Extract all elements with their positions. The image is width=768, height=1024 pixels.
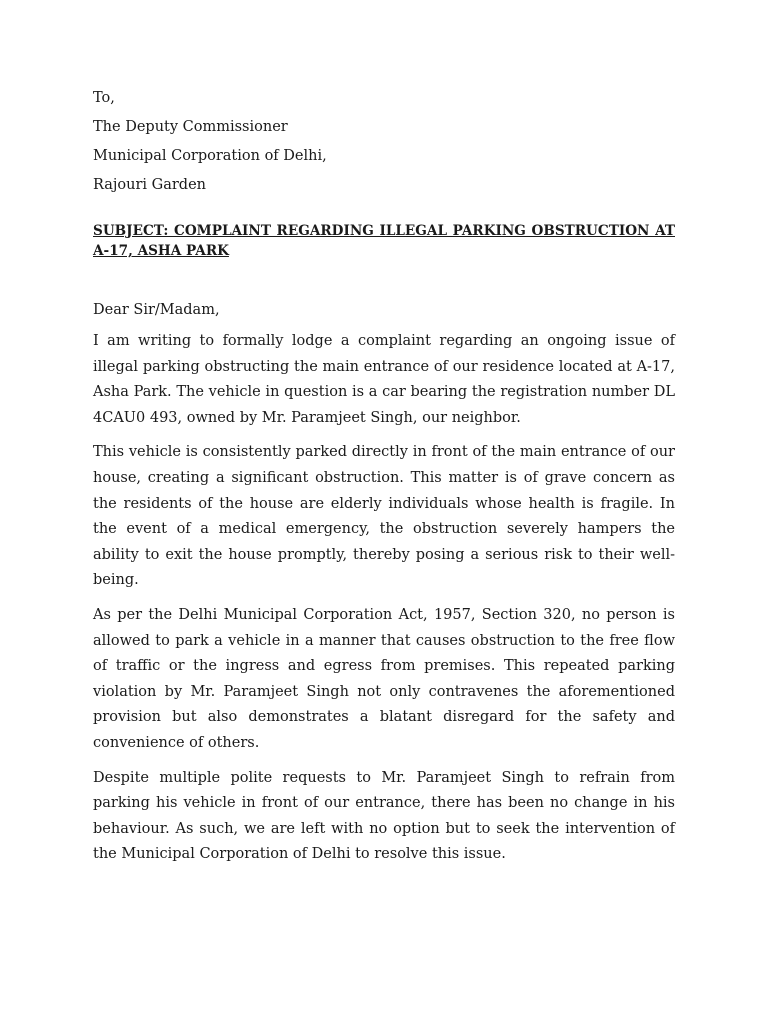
recipient-address xyxy=(93,84,675,200)
body-paragraph-4: Despite multiple polite requests to Mr. Paramjeet Singh to refrain from parking his vehicle in front of our entrance, there has been no change in his behaviour. As such, we are left with no option but to seek the intervention of the Municipal Corporation of Delhi to resolve this issue. xyxy=(93,769,675,863)
address-line-title: The Deputy Commissioner xyxy=(93,119,288,135)
subject-line: SUBJECT: COMPLAINT REGARDING ILLEGAL PARKING OBSTRUCTION AT A-17, ASHA PARK xyxy=(93,223,675,259)
address-line-organization: Municipal Corporation of Delhi, xyxy=(93,148,327,164)
body-paragraph-2: This vehicle is consistently parked directly in front of the main entrance of our house, creating a significant obstruction. This matter is of grave concern as the residents of the house are elderly individuals whose health is fragile. In the event of a medical emergency, the obstruction severely hampers the ability to exit the house promptly, thereby posing a serious risk to their well-being. xyxy=(93,444,675,589)
letter-page xyxy=(93,84,675,868)
address-line-location: Rajouri Garden xyxy=(93,177,206,193)
body-paragraph-1: I am writing to formally lodge a complaint regarding an ongoing issue of illegal parking obstructing the main entrance of our residence located at A-17, Asha Park. The vehicle in question is a car bearing the registration number DL 4CAU0 493, owned by Mr. Paramjeet Singh, our neighbor. xyxy=(93,333,675,426)
address-line-to: To, xyxy=(93,90,115,106)
body-paragraph-3: As per the Delhi Municipal Corporation Act, 1957, Section 320, no person is allowed to park a vehicle in a manner that causes obstruction to the free flow of traffic or the ingress and egress from premises. This repeated parking violation by Mr. Paramjeet Singh not only contravenes the aforementioned provision but also demonstrates a blatant disregard for the safety and convenience of others. xyxy=(93,606,675,751)
salutation: Dear Sir/Madam, xyxy=(93,302,220,318)
